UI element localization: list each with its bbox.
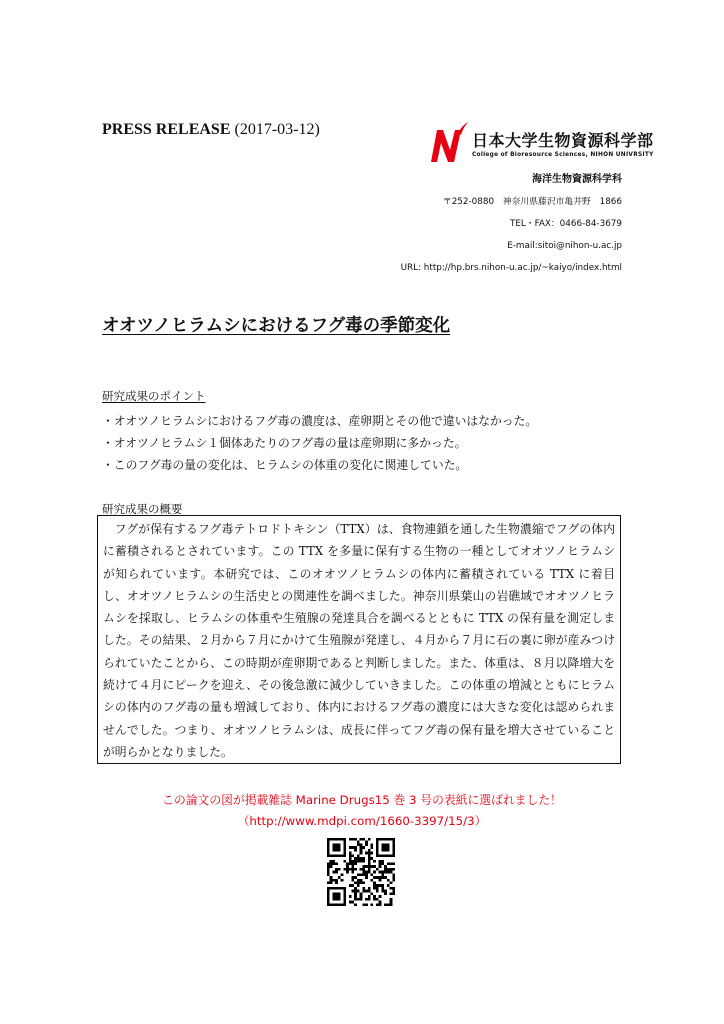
point-item: ・オオツノヒラムシにおけるフグ毒の濃度は、産卵期とその他で違いはなかった。 (102, 414, 538, 428)
university-logo-mark-icon (428, 122, 468, 166)
email-address[interactable]: E-mail:sitoi@nihon-u.ac.jp (507, 241, 622, 251)
cover-notice-link[interactable]: （http://www.mdpi.com/1660-3397/15/3） (237, 814, 487, 828)
postal-address: 〒252-0880 神奈川県藤沢市亀井野 1866 (442, 197, 622, 207)
point-item: ・このフグ毒の量の変化は、ヒラムシの体重の変化に関連していた。 (102, 458, 468, 472)
website-url[interactable]: URL: http://hp.brs.nihon-u.ac.jp/~kaiyo/index.html (400, 263, 622, 273)
release-title: オオツノヒラムシにおけるフグ毒の季節変化 (102, 316, 451, 336)
summary-text: フグが保有するフグ毒テトロドトキシン（TTX）は、食物連鎖を通した生物濃縮でフグの体内に蓄積されるとされています。この TTX を多量に保有する生物の一種としてオオツノヒラムシが知られています。本研究では、このオオツノヒラムシの体内に蓄積されている TTX に着目し、オオツノヒラムシの生活史との関連性を調べました。神奈川県葉山の岩礁域でオオツノヒラムシを採取し、ヒラムシの体重や生殖腺の発達具合を調べるとともに TTX の保有量を測定しました。その結果、２月から７月にかけて生殖腺が発達し、４月から７月に石の裏に卵が産みつけられていたことから、この時期が産卵期であると判断しました。また、体重は、８月以降増大を続けて４月にピークを迎え、その後急激に減少していきました。この体重の増減とともにヒラムシの体内のフグ毒の量も増減しており、体内におけるフグ毒の濃度には大きな変化は認められませんでした。つまり、オオツノヒラムシは、成長に伴ってフグ毒の保有量を増大させていることが明らかとなりました。 (103, 522, 615, 759)
tel-fax: TEL・FAX：0466-84-3679 (509, 219, 622, 229)
university-subtitle: College of Bioresource Sciences, NIHON UNIVRSITY (472, 152, 654, 158)
university-logo (428, 122, 654, 166)
qr-code-icon[interactable] (327, 838, 395, 906)
point-item: ・オオツノヒラムシ１個体あたりのフグ毒の量は産卵期に多かった。 (102, 436, 467, 450)
department-name: 海洋生物資源科学科 (532, 174, 622, 185)
university-name: 日本大学生物資源科学部 (472, 131, 654, 150)
points-heading: 研究成果のポイント (102, 389, 206, 403)
summary-box (97, 515, 621, 764)
press-release-date: (2017-03-12) (234, 121, 320, 138)
press-release-header (102, 121, 320, 139)
press-release-label: PRESS RELEASE (102, 121, 231, 138)
points-list (102, 410, 537, 476)
contact-block (401, 169, 622, 279)
cover-notice: この論文の図が掲載雑誌 Marine Drugs15 巻 3 号の表紙に選ばれました！ (162, 793, 562, 807)
summary-heading: 研究成果の概要 (102, 502, 183, 516)
